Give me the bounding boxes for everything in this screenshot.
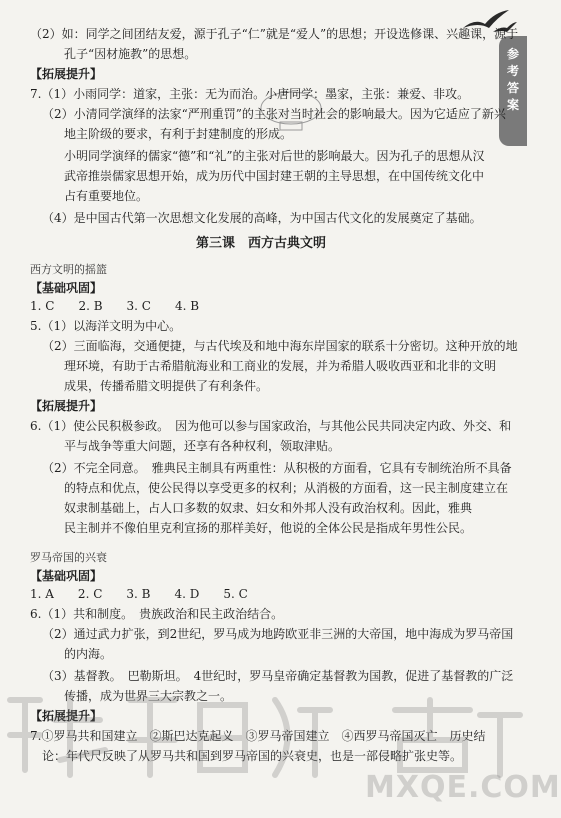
text-line: 1. C 2. B 3. C 4. B [30,299,200,313]
text-line: （2）三面临海，交通便捷，与古代埃及和地中海东岸国家的联系十分密切。这种开放的地 [42,339,518,353]
text-line: 论：年代尺反映了从罗马共和国到罗马帝国的兴衰史，也是一部侵略扩张史等。 [42,749,463,763]
text-line: 地主阶级的要求，有利于封建制度的形成。 [64,127,293,141]
text-line: 传播，成为世界三大宗教之一。 [64,689,233,703]
text-line: 成果，传播希腊文明提供了有利条件。 [64,379,269,393]
section-header: 【基础巩固】 [30,281,103,295]
section-header: 【拓展提升】 [30,67,103,81]
section-header: 【拓展提升】 [30,709,103,723]
subsection-title: 罗马帝国的兴衰 [30,551,107,564]
lesson-title: 第三课 西方古典文明 [196,236,327,251]
text-line: （2）通过武力扩张，到2世纪，罗马成为地跨欧亚非三洲的大帝国，地中海成为罗马帝国 [42,627,514,641]
text-line: 理环境，有助于古希腊航海业和工商业的发展，并为希腊人吸收西亚和北非的文明 [64,359,497,373]
subsection-title: 西方文明的摇篮 [30,263,107,276]
text-line: （4）是中国古代第一次思想文化发展的高峰，为中国古代文化的发展奠定了基础。 [42,211,482,225]
text-line: 5.（1）以海洋文明为中心。 [30,319,182,333]
text-line: 民主制并不像伯里克利宣扬的那样美好，他说的全体公民是指成年男性公民。 [64,521,473,535]
text-line: （2）小清同学演绎的法家“严刑重罚”的主张对当时社会的影响最大。因为它适应了新兴 [42,107,506,121]
text-line: （2）如：同学之间团结友爱，源于孔子“仁”就是“爱人”的思想；开设选修课、兴趣课，源于 [30,27,519,41]
answer-key-side-tab [499,36,527,146]
text-line: 小明同学演绎的儒家“德”和“礼”的主张对后世的影响最大。因为孔子的思想从汉 [64,149,485,163]
text-line: 的内海。 [64,647,113,661]
side-tab-label: 参考答案 [506,47,519,112]
section-header: 【基础巩固】 [30,569,103,583]
text-line: 武帝推崇儒家思想开始，成为历代中国封建王朝的主导思想，在中国传统文化中 [64,169,485,183]
section-header: 【拓展提升】 [30,399,103,413]
watermark-url: MXQE.COM [365,770,561,805]
text-line: 1. A 2. C 3. B 4. D 5. C [30,587,248,601]
text-line: （2）不完全同意。 雅典民主制具有两重性：从积极的方面看，它具有专制统治所不具备 [42,461,512,475]
text-line: 平与战争等重大问题，还享有各种权利，领取津贴。 [64,439,341,453]
text-line: （3）基督教。 巴勒斯坦。 4世纪时，罗马皇帝确定基督教为国教，促进了基督教的广泛 [42,669,514,683]
text-line: 的特点和优点，使公民得以享受更多的权利；从消极的方面看，这一民主制度建立在 [64,481,509,495]
text-line: 占有重要地位。 [64,189,149,203]
text-line: 6.（1）使公民积极参政。 因为他可以参与国家政治，与其他公民共同决定内政、外交、和 [30,419,512,433]
text-line: 6.（1）共和制度。 贵族政治和民主政治结合。 [30,607,284,621]
text-line: 奴隶制基础上，占人口多数的奴隶、妇女和外邦人没有政治权利。因此，雅典 [64,501,473,515]
text-line: 7.（1）小雨同学：道家，主张：无为而治。小唐同学：墨家，主张：兼爱、非攻。 [30,87,470,101]
text-line: 7.①罗马共和国建立 ②斯巴达克起义 ③罗马帝国建立 ④西罗马帝国灭亡 历史结 [30,729,486,743]
text-line: 孔子“因材施教”的思想。 [64,47,197,61]
